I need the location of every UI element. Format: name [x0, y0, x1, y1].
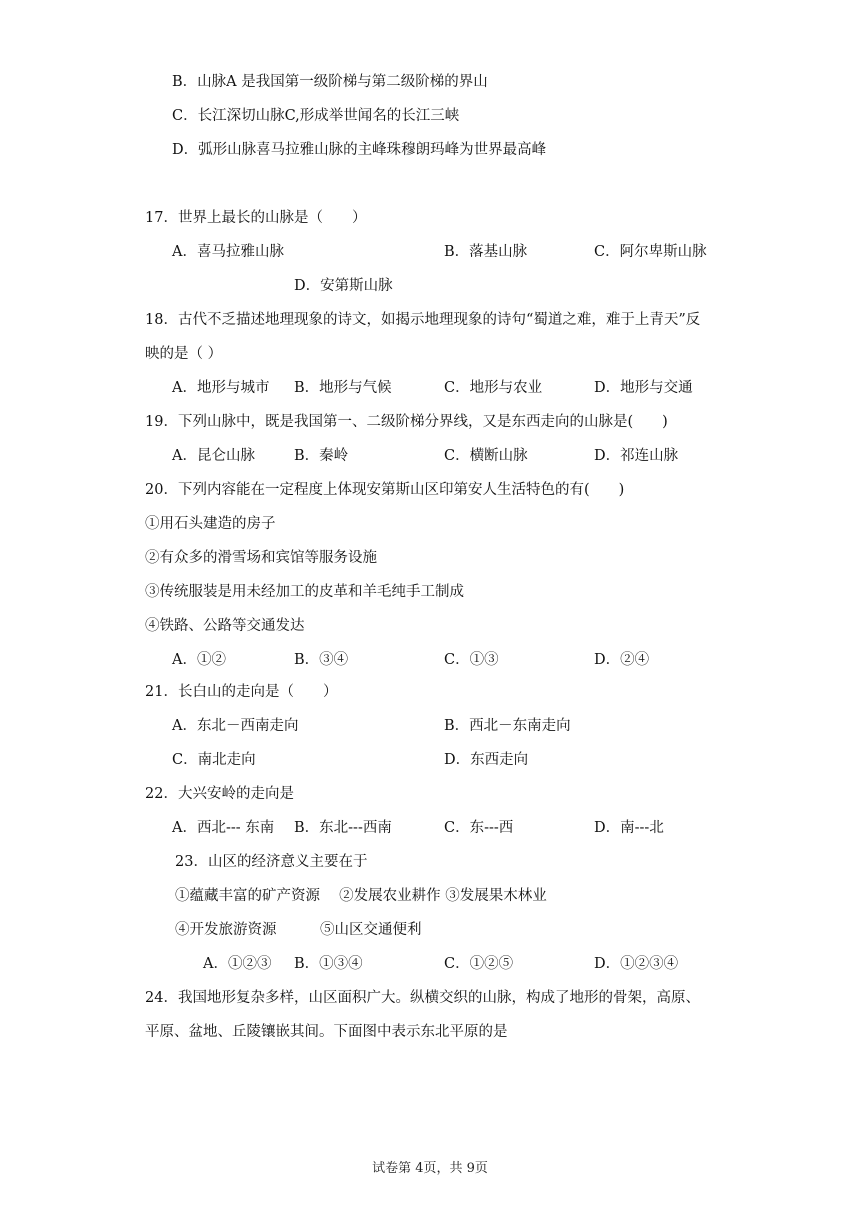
- q23-items-line2: ④开发旅游资源 ⑤山区交通便利: [175, 922, 422, 938]
- q23-stem: 23．山区的经济意义主要在于: [175, 854, 368, 870]
- q17-option-c: C．阿尔卑斯山脉: [594, 244, 707, 260]
- q19-option-c: C．横断山脉: [444, 448, 528, 464]
- q21-option-a: A．东北－西南走向: [172, 718, 299, 734]
- q23-option-a: A．①②③: [203, 956, 272, 972]
- q17-option-d: D．安第斯山脉: [294, 278, 393, 294]
- q20-item-2: ②有众多的滑雪场和宾馆等服务设施: [145, 550, 377, 566]
- q18-stem-line1: 18．古代不乏描述地理现象的诗文，如揭示地理现象的诗句“蜀道之难，难于上青天”反: [145, 312, 701, 328]
- q23-option-b: B．①③④: [294, 956, 363, 972]
- q16-option-b: B．山脉A 是我国第一级阶梯与第二级阶梯的界山: [172, 74, 488, 90]
- q23-option-d: D．①②③④: [594, 956, 679, 972]
- q17-option-b: B．落基山脉: [444, 244, 528, 260]
- q20-item-3: ③传统服装是用未经加工的皮革和羊毛纯手工制成: [145, 584, 464, 600]
- q21-option-d: D．东西走向: [444, 752, 529, 768]
- page-footer: 试卷第 4页，共 9页: [372, 1161, 488, 1176]
- q22-option-d: D．南---北: [594, 820, 664, 836]
- q18-option-d: D．地形与交通: [594, 380, 693, 396]
- q20-stem: 20．下列内容能在一定程度上体现安第斯山区印第安人生活特色的有( ): [145, 482, 625, 498]
- q19-option-b: B．秦岭: [294, 448, 349, 464]
- q19-stem: 19．下列山脉中，既是我国第一、二级阶梯分界线，又是东西走向的山脉是( ): [145, 414, 668, 430]
- q16-option-c: C．长江深切山脉C,形成举世闻名的长江三峡: [172, 108, 460, 124]
- q22-stem: 22．大兴安岭的走向是: [145, 786, 294, 802]
- q21-stem: 21．长白山的走向是（ ）: [145, 684, 338, 700]
- q22-option-c: C．东---西: [444, 820, 514, 836]
- q17-stem: 17．世界上最长的山脉是（ ）: [145, 210, 367, 226]
- q22-option-a: A．西北--- 东南: [172, 820, 275, 836]
- q20-option-a: A．①②: [172, 652, 226, 668]
- q18-option-a: A．地形与城市: [172, 380, 270, 396]
- q23-items-line1: ①蕴藏丰富的矿产资源 ②发展农业耕作 ③发展果木林业: [175, 888, 547, 904]
- q20-option-b: B．③④: [294, 652, 349, 668]
- q17-option-a: A．喜马拉雅山脉: [172, 244, 284, 260]
- q22-option-b: B．东北---西南: [294, 820, 392, 836]
- q19-option-d: D．祁连山脉: [594, 448, 679, 464]
- q23-option-c: C．①②⑤: [444, 956, 514, 972]
- q24-stem-line1: 24．我国地形复杂多样，山区面积广大。纵横交织的山脉，构成了地形的骨架，高原、: [145, 990, 700, 1006]
- q20-option-c: C．①③: [444, 652, 499, 668]
- q20-item-1: ①用石头建造的房子: [145, 516, 276, 532]
- q24-stem-line2: 平原、盆地、丘陵镶嵌其间。下面图中表示东北平原的是: [145, 1024, 508, 1040]
- q18-option-c: C．地形与农业: [444, 380, 543, 396]
- q18-option-b: B．地形与气候: [294, 380, 392, 396]
- q16-option-d: D．弧形山脉喜马拉雅山脉的主峰珠穆朗玛峰为世界最高峰: [172, 142, 547, 158]
- q20-item-4: ④铁路、公路等交通发达: [145, 618, 305, 634]
- q21-option-b: B．西北－东南走向: [444, 718, 571, 734]
- q18-stem-line2: 映的是（ ）: [145, 346, 223, 362]
- q20-option-d: D．②④: [594, 652, 650, 668]
- q21-option-c: C．南北走向: [172, 752, 256, 768]
- q19-option-a: A．昆仑山脉: [172, 448, 255, 464]
